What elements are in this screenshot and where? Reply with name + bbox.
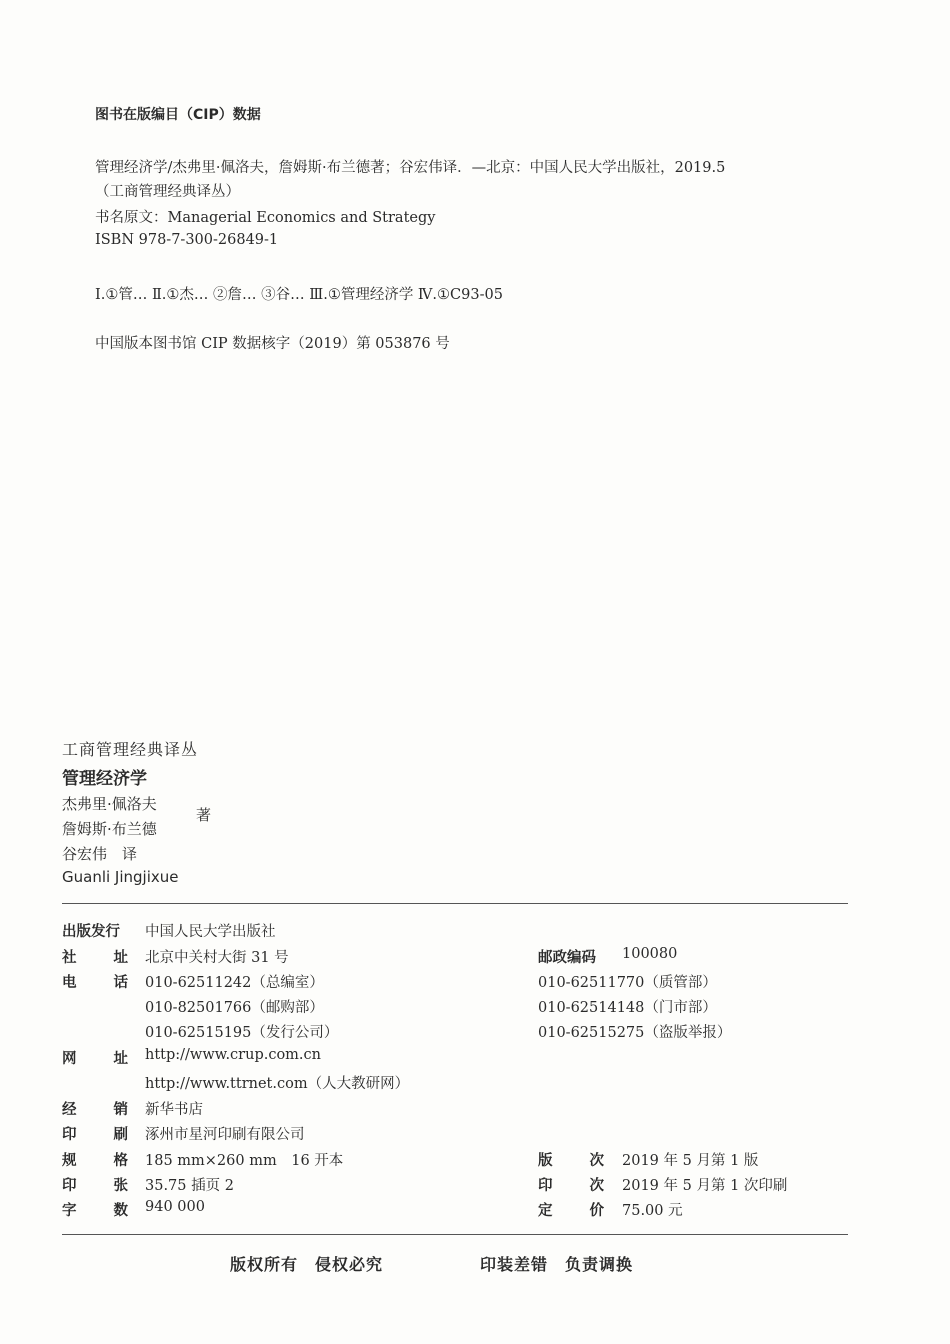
printer-value: 涿州市星河印刷有限公司 xyxy=(145,1127,305,1143)
sheets-label: 印 张 xyxy=(62,1178,128,1194)
publisher-label: 出版发行 xyxy=(62,924,120,940)
pinyin-title: Guanli Jingjixue xyxy=(62,868,179,886)
copyright-notice: 版权所有 侵权必究 xyxy=(230,1255,384,1274)
postcode-label: 邮政编码 xyxy=(538,950,596,966)
phone-quality: 010-62511770（质管部） xyxy=(538,975,717,991)
website-link-1: http://www.crup.com.cn xyxy=(145,1047,322,1063)
cip-original-title: 书名原文：Managerial Economics and Strategy xyxy=(95,210,436,226)
top-divider xyxy=(62,903,848,904)
spec-label: 规 格 xyxy=(62,1153,128,1169)
website-link-2: http://www.ttrnet.com（人大教研网） xyxy=(145,1076,410,1092)
cip-isbn: ISBN 978-7-300-26849-1 xyxy=(95,232,279,248)
series-name: 工商管理经典译丛 xyxy=(62,740,199,759)
postcode-value: 100080 xyxy=(622,946,678,962)
printer-label: 印 刷 xyxy=(62,1127,128,1143)
phone-distribution: 010-62515195（发行公司） xyxy=(145,1025,339,1041)
bottom-divider xyxy=(62,1234,848,1235)
publisher-name: 中国人民大学出版社 xyxy=(145,924,276,940)
cip-record-line: 管理经济学/杰弗里·佩洛夫，詹姆斯·布兰德著；谷宏伟译．—北京：中国人民大学出版社，2019.5 xyxy=(95,160,726,176)
cip-verification: 中国版本图书馆 CIP 数据核字（2019）第 053876 号 xyxy=(95,336,450,352)
phone-editorial: 010-62511242（总编室） xyxy=(145,975,324,991)
cip-classification: Ⅰ.①管… Ⅱ.①杰… ②詹… ③谷… Ⅲ.①管理经济学 Ⅳ.①C93-05 xyxy=(95,287,503,303)
phone-label: 电 话 xyxy=(62,975,128,991)
cip-series-line: （工商管理经典译丛） xyxy=(95,184,240,200)
address-label: 社 址 xyxy=(62,950,128,966)
impression-label: 印 次 xyxy=(538,1178,604,1194)
cip-heading: 图书在版编目（CIP）数据 xyxy=(95,107,261,123)
distributor-label: 经 销 xyxy=(62,1102,128,1118)
book-title: 管理经济学 xyxy=(62,769,147,789)
price-value: 75.00 元 xyxy=(622,1203,683,1219)
impression-value: 2019 年 5 月第 1 次印刷 xyxy=(622,1178,788,1194)
price-label: 定 价 xyxy=(538,1203,604,1219)
author-role: 著 xyxy=(196,806,212,824)
phone-retail: 010-62514148（门市部） xyxy=(538,1000,717,1016)
spec-value: 185 mm×260 mm 16 开本 xyxy=(145,1153,344,1169)
edition-label: 版 次 xyxy=(538,1153,604,1169)
address-value: 北京中关村大街 31 号 xyxy=(145,950,289,966)
phone-mailorder: 010-82501766（邮购部） xyxy=(145,1000,324,1016)
website-label: 网 址 xyxy=(62,1051,128,1067)
translator: 谷宏伟 译 xyxy=(62,845,138,863)
edition-value: 2019 年 5 月第 1 版 xyxy=(622,1153,759,1169)
author-1: 杰弗里·佩洛夫 xyxy=(62,795,157,813)
phone-piracy-report: 010-62515275（盗版举报） xyxy=(538,1025,732,1041)
author-2: 詹姆斯·布兰德 xyxy=(62,820,157,838)
word-count-label: 字 数 xyxy=(62,1203,128,1219)
misprint-notice: 印装差错 负责调换 xyxy=(480,1255,634,1274)
distributor-value: 新华书店 xyxy=(145,1102,203,1118)
word-count-value: 940 000 xyxy=(145,1199,205,1215)
sheets-value: 35.75 插页 2 xyxy=(145,1178,234,1194)
